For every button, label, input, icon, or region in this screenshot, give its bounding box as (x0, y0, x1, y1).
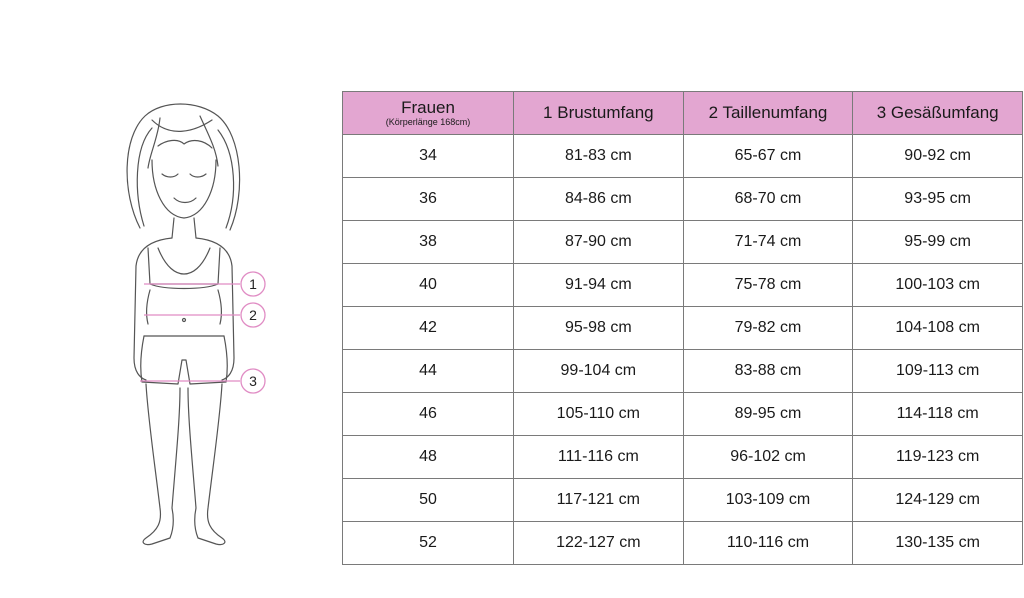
bust-cell: 87-90 cm (514, 221, 684, 264)
size-cell: 36 (343, 178, 514, 221)
size-cell: 34 (343, 135, 514, 178)
header-body-length: (Körperlänge 168cm) (385, 117, 471, 127)
header-waist: 2 Taillenumfang (683, 92, 853, 135)
size-cell: 52 (343, 522, 514, 565)
size-cell: 40 (343, 264, 514, 307)
header-frauen-title: Frauen (401, 98, 455, 117)
marker-3-label: 3 (249, 373, 257, 389)
bust-cell: 95-98 cm (514, 307, 684, 350)
waist-cell: 96-102 cm (683, 436, 853, 479)
hip-cell: 93-95 cm (853, 178, 1023, 221)
hip-cell: 90-92 cm (853, 135, 1023, 178)
waist-cell: 83-88 cm (683, 350, 853, 393)
bust-cell: 117-121 cm (514, 479, 684, 522)
bust-cell: 111-116 cm (514, 436, 684, 479)
waist-cell: 79-82 cm (683, 307, 853, 350)
waist-cell: 71-74 cm (683, 221, 853, 264)
hip-cell: 124-129 cm (853, 479, 1023, 522)
waist-cell: 103-109 cm (683, 479, 853, 522)
bust-cell: 84-86 cm (514, 178, 684, 221)
table-row (343, 178, 1023, 221)
size-chart-table (342, 91, 1023, 565)
bust-cell: 91-94 cm (514, 264, 684, 307)
header-hip: 3 Gesäßumfang (853, 92, 1023, 135)
table-row (343, 436, 1023, 479)
hip-cell: 114-118 cm (853, 393, 1023, 436)
size-cell: 42 (343, 307, 514, 350)
marker-2-label: 2 (249, 307, 257, 323)
waist-cell: 89-95 cm (683, 393, 853, 436)
size-cell: 38 (343, 221, 514, 264)
hip-cell: 109-113 cm (853, 350, 1023, 393)
table-row (343, 350, 1023, 393)
waist-cell: 65-67 cm (683, 135, 853, 178)
woman-figure-illustration (100, 98, 270, 558)
bust-cell: 122-127 cm (514, 522, 684, 565)
hip-cell: 95-99 cm (853, 221, 1023, 264)
table-row (343, 307, 1023, 350)
size-cell: 48 (343, 436, 514, 479)
hip-cell: 104-108 cm (853, 307, 1023, 350)
waist-cell: 110-116 cm (683, 522, 853, 565)
table-header-row (343, 92, 1023, 135)
size-cell: 44 (343, 350, 514, 393)
marker-1-label: 1 (249, 276, 257, 292)
table-row (343, 522, 1023, 565)
hip-cell: 119-123 cm (853, 436, 1023, 479)
bust-cell: 105-110 cm (514, 393, 684, 436)
bust-cell: 81-83 cm (514, 135, 684, 178)
size-cell: 46 (343, 393, 514, 436)
header-bust: 1 Brustumfang (514, 92, 684, 135)
table-row (343, 264, 1023, 307)
table-row (343, 393, 1023, 436)
table-row (343, 479, 1023, 522)
table-row (343, 221, 1023, 264)
bust-cell: 99-104 cm (514, 350, 684, 393)
hip-cell: 100-103 cm (853, 264, 1023, 307)
waist-cell: 75-78 cm (683, 264, 853, 307)
size-cell: 50 (343, 479, 514, 522)
header-frauen (343, 92, 514, 135)
waist-cell: 68-70 cm (683, 178, 853, 221)
table-row (343, 135, 1023, 178)
hip-cell: 130-135 cm (853, 522, 1023, 565)
